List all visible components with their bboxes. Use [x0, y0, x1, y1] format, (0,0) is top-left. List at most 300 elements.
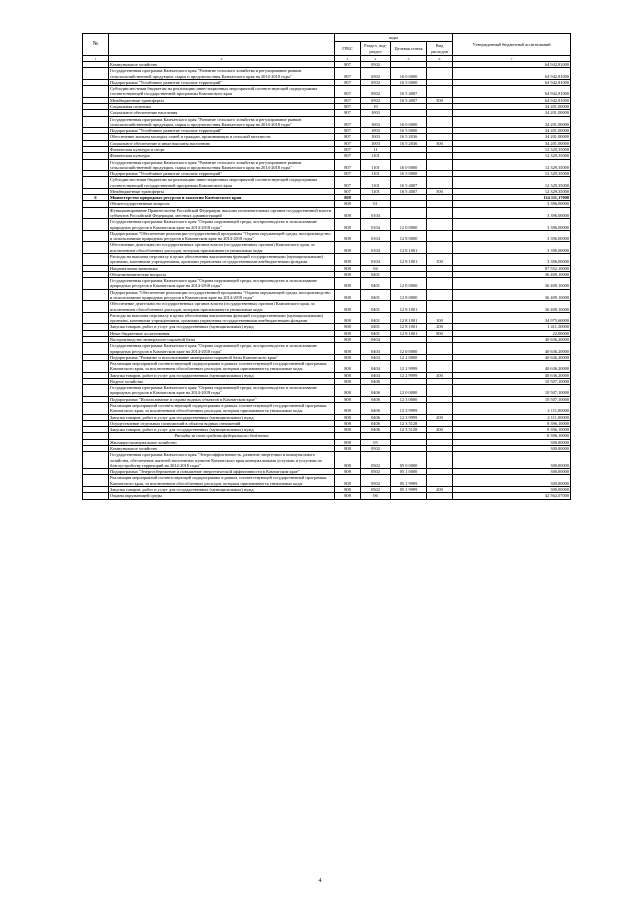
row-expense-type: 200 — [427, 324, 453, 330]
row-expense-type: 500 — [427, 188, 453, 194]
row-amount: 8 396,10000 — [453, 420, 571, 426]
table-row — [83, 159, 571, 171]
row-amount: 34 201,00000 — [453, 103, 571, 109]
row-name: Обеспечение жильем молодых семей и граждан, проживающих в сельской местности — [109, 134, 335, 140]
row-amount: 87 552,10000 — [453, 265, 571, 271]
row-grbs: 808 — [335, 420, 361, 426]
row-amount: 300,00000 — [453, 439, 571, 445]
row-number — [83, 385, 109, 397]
table-row — [83, 385, 571, 397]
row-name: Подпрограмма "Устойчивое развитие сельских территорий" — [109, 171, 335, 177]
row-razdel: 0406 — [361, 403, 391, 415]
colnum-2: 2 — [109, 56, 335, 62]
row-number — [83, 301, 109, 313]
header-num: № — [83, 34, 109, 56]
row-razdel: 0502 — [361, 62, 391, 68]
row-amount: 12 329,35000 — [453, 188, 571, 194]
row-razdel: 0401 — [361, 278, 391, 290]
row-name: Функционирование Правительства Российской Федерации, высших исполнительных органов государственной власти субъектов Российской Федерации, местных администраций — [109, 207, 335, 219]
row-grbs: 808 — [335, 301, 361, 313]
row-target-article: 16 5 0000 — [391, 171, 427, 177]
row-grbs: 808 — [335, 219, 361, 231]
row-name: Государственная программа Камчатского края "Развитие сельского хозяйства и регулирование рынков сельскохозяйственной продукции, сырья и продовольствия Камчатского края на 2014-2018 годы" — [109, 159, 335, 171]
row-name: Водное хозяйство — [109, 378, 335, 384]
row-razdel: 1101 — [361, 159, 391, 171]
row-razdel: 0404 — [361, 354, 391, 360]
row-name: Осуществление отдельных полномочий в области водных отношений — [109, 420, 335, 426]
row-razdel: 0502 — [361, 446, 391, 452]
table-row — [83, 343, 571, 355]
row-number — [83, 219, 109, 231]
row-razdel: 0404 — [361, 372, 391, 378]
row-grbs: 807 — [335, 159, 361, 171]
header-amount: Утвержденный бюджетный ассигнований — [453, 34, 571, 56]
colnum-6: 6 — [427, 56, 453, 62]
row-razdel: 1101 — [361, 153, 391, 159]
row-name: Расходы на выплаты персоналу в целях обеспечения выполнения функций государственными (муниципальными) органами, казенными учреждениями, органами управления государственными внебюджетными фондами — [109, 254, 335, 266]
row-razdel: 0401 — [361, 324, 391, 330]
row-expense-type — [427, 207, 453, 219]
row-grbs: 808 — [335, 242, 361, 254]
row-razdel: 0401 — [361, 301, 391, 313]
row-razdel: 04 — [361, 265, 391, 271]
row-name: Подпрограмма "Энергосбережение и повышение энергетической эффективности в Камчатском крае" — [109, 469, 335, 475]
row-grbs: 807 — [335, 116, 361, 128]
row-target-article — [391, 493, 427, 499]
row-grbs: 807 — [335, 110, 361, 116]
row-expense-type — [427, 385, 453, 397]
row-target-article: 16 5 4007 — [391, 97, 427, 103]
budget-table — [82, 33, 571, 500]
row-number — [83, 68, 109, 80]
row-razdel: 0502 — [361, 475, 391, 487]
row-target-article: 05 1 9999 — [391, 475, 427, 487]
table-row — [83, 493, 571, 499]
row-grbs: 808 — [335, 372, 361, 378]
row-name: Коммунальное хозяйство — [109, 62, 335, 68]
row-grbs: 807 — [335, 171, 361, 177]
row-amount: 10 507,10000 — [453, 396, 571, 402]
row-name: Реализация мероприятий соответствующей подпрограммы в рамках соответствующей государственной программы Камчатского края, за исключением обособленных расходов, которым присваиваются уникальные коды — [109, 361, 335, 373]
row-grbs: 808 — [335, 207, 361, 219]
row-target-article: 16 5 4007 — [391, 188, 427, 194]
row-razdel: 0502 — [361, 469, 391, 475]
row-name: Подпрограмма "Устойчивое развитие сельских территорий" — [109, 79, 335, 85]
row-expense-type — [427, 452, 453, 469]
table-row — [83, 219, 571, 231]
row-grbs: 807 — [335, 188, 361, 194]
row-target-article: 12 2 0000 — [391, 354, 427, 360]
row-grbs: 808 — [335, 361, 361, 373]
row-target-article: 12 0 0000 — [391, 278, 427, 290]
row-expense-type — [427, 301, 453, 313]
row-target-article: 12 2 9999 — [391, 372, 427, 378]
row-target-article: 12 0 0000 — [391, 219, 427, 231]
row-name: Государственная программа Камчатского края "Энергоэффективность, развитие энергетики и коммунального хозяйства, обеспечение жителей населенных пунктов Камчатского края коммунальными услугами и услугами по благоустройству территорий на 2014-2018 годы" — [109, 452, 335, 469]
page-number: 4 — [318, 878, 322, 884]
row-amount: 34 201,00000 — [453, 116, 571, 128]
table-row — [83, 452, 571, 469]
row-name: Закупка товаров, работ и услуг для государственных (муниципальных) нужд — [109, 324, 335, 330]
header-grbs: ГРБС — [335, 42, 361, 56]
row-target-article: 12 3 5128 — [391, 420, 427, 426]
row-amount: 34 201,00000 — [453, 110, 571, 116]
row-grbs: 808 — [335, 439, 361, 445]
row-amount: 42 562,07000 — [453, 493, 571, 499]
row-expense-type: 500 — [427, 97, 453, 103]
row-amount: 12 329,35000 — [453, 146, 571, 152]
row-expense-type — [427, 159, 453, 171]
row-amount: 64 942,81000 — [453, 68, 571, 80]
table-body — [83, 62, 571, 500]
colnum-3: 3 — [335, 56, 361, 62]
row-name: Закупка товаров, работ и услуг для государственных (муниципальных) нужд — [109, 414, 335, 420]
row-name: Министерство природных ресурсов и экологии Камчатского края — [109, 195, 335, 201]
row-grbs: 808 — [335, 385, 361, 397]
row-expense-type — [427, 403, 453, 415]
row-number — [83, 230, 109, 242]
row-grbs: 808 — [335, 427, 361, 433]
row-name: Обеспечение деятельности государственных органов власти (государственных органов) Камчатского края, за исключением обособленных расходов, которым присваиваются уникальные коды — [109, 301, 335, 313]
row-target-article: 12 3 9999 — [391, 414, 427, 420]
row-amount: 2 111,00000 — [453, 403, 571, 415]
row-razdel: 0406 — [361, 385, 391, 397]
row-expense-type — [427, 68, 453, 80]
row-number — [83, 403, 109, 415]
row-amount: 8 396,10000 — [453, 433, 571, 439]
row-expense-type — [427, 278, 453, 290]
row-amount: 34 975,60000 — [453, 312, 571, 324]
row-amount: 300,00000 — [453, 469, 571, 475]
row-amount: 8 396,10000 — [453, 427, 571, 433]
row-amount: 40 636,20000 — [453, 343, 571, 355]
row-razdel: 10 — [361, 103, 391, 109]
row-amount: 40 636,20000 — [453, 372, 571, 378]
row-name: Жилищно-коммунальное хозяйство — [109, 439, 335, 445]
row-target-article: 12 3 9999 — [391, 403, 427, 415]
row-number — [83, 493, 109, 499]
row-grbs: 808 — [335, 324, 361, 330]
row-name: Воспроизводство минерально-сырьевой базы — [109, 336, 335, 342]
row-target-article: 12 8 1001 — [391, 312, 427, 324]
row-target-article: 16 0 0000 — [391, 68, 427, 80]
row-target-article: 16 0 0000 — [391, 159, 427, 171]
row-name: Физическая культура — [109, 153, 335, 159]
row-number — [83, 289, 109, 301]
row-grbs: 808 — [335, 354, 361, 360]
row-target-article: 12 3 5128 — [391, 427, 427, 433]
row-razdel: 0104 — [361, 254, 391, 266]
row-razdel: 06 — [361, 493, 391, 499]
row-name: Субсидии местным бюджетам на реализацию инвестиционных мероприятий соответствующей подпрограммы соответствующей государственной программы Камчатского края — [109, 177, 335, 189]
row-target-article: 12 8 1001 — [391, 242, 427, 254]
row-razdel: 05 — [361, 439, 391, 445]
table-row — [83, 116, 571, 128]
row-amount: 3 396,00000 — [453, 201, 571, 207]
row-expense-type — [427, 230, 453, 242]
row-amount: 34 201,00000 — [453, 134, 571, 140]
header-razdel: Раздел, под-раздел — [361, 42, 391, 56]
row-name: Закупка товаров, работ и услуг для государственных (муниципальных) нужд — [109, 372, 335, 378]
row-amount: 300,00000 — [453, 446, 571, 452]
row-grbs: 808 — [335, 312, 361, 324]
row-expense-type: 200 — [427, 486, 453, 492]
row-target-article: 12 3 0000 — [391, 396, 427, 402]
row-grbs: 807 — [335, 68, 361, 80]
row-target-article: 16 5 0000 — [391, 128, 427, 134]
row-name: Подпрограмма "Устойчивое развитие сельских территорий" — [109, 128, 335, 134]
row-razdel: 0104 — [361, 207, 391, 219]
row-grbs: 808 — [335, 486, 361, 492]
row-name: Социальное обеспечение и иные выплаты населению — [109, 140, 335, 146]
row-grbs: 808 — [335, 278, 361, 290]
row-name: Национальная экономика — [109, 265, 335, 271]
row-target-article: 16 5 2036 — [391, 134, 427, 140]
row-name: Подпрограмма "Обеспечение реализации государственной программы "Охрана окружающей среды, воспроизводство и использование природных ресурсов в Камчатском крае на 2014-2018 годы" — [109, 289, 335, 301]
row-razdel: 0401 — [361, 271, 391, 277]
row-number — [83, 254, 109, 266]
row-razdel: 0401 — [361, 330, 391, 336]
row-amount: 64 942,81000 — [453, 97, 571, 103]
row-amount: 3 396,00000 — [453, 230, 571, 242]
row-grbs: 807 — [335, 134, 361, 140]
row-razdel: 0404 — [361, 343, 391, 355]
row-number — [83, 116, 109, 128]
row-target-article: 16 5 4007 — [391, 86, 427, 98]
row-amount: 36 409,10000 — [453, 278, 571, 290]
row-target-article: 12 8 1001 — [391, 254, 427, 266]
row-name: Социальная политика — [109, 103, 335, 109]
row-grbs: 807 — [335, 140, 361, 146]
row-name: Межбюджетные трансферты — [109, 97, 335, 103]
table-row — [83, 254, 571, 266]
row-number — [83, 452, 109, 469]
row-razdel: 0401 — [361, 312, 391, 324]
row-grbs: 808 — [335, 469, 361, 475]
colnum-1: 1 — [83, 56, 109, 62]
row-amount: 2 111,00000 — [453, 414, 571, 420]
row-target-article: 12 0 0000 — [391, 343, 427, 355]
row-number: 6 — [83, 195, 109, 201]
row-target-article: 05 0 0000 — [391, 452, 427, 469]
row-amount: 10 507,10000 — [453, 385, 571, 397]
row-razdel: 01 — [361, 201, 391, 207]
row-name: Государственная программа Камчатского края "Охрана окружающей среды, воспроизводство и использование природных ресурсов в Камчатском крае на 2014-2018 годы" — [109, 385, 335, 397]
row-number — [83, 242, 109, 254]
header-codes-group: коды — [335, 34, 453, 42]
row-razdel: 0406 — [361, 378, 391, 384]
row-name: Подпрограмма "Развитие и использование минерально-сырьевой базы Камчатского края" — [109, 354, 335, 360]
row-target-article: 05 1 9999 — [391, 486, 427, 492]
row-number — [83, 278, 109, 290]
row-expense-type — [427, 116, 453, 128]
row-name: Расходы на выплаты персоналу в целях обеспечения выполнения функций государственными (муниципальными) органами, казенными учреждениями, органами управления государственными внебюджетными фондами — [109, 312, 335, 324]
row-target-article: 16 5 0000 — [391, 79, 427, 85]
row-target-article: 12 2 9999 — [391, 361, 427, 373]
row-razdel: 0406 — [361, 414, 391, 420]
row-razdel: 1101 — [361, 177, 391, 189]
row-name: Расходы за счет средств федерального бюджета — [109, 433, 335, 439]
row-grbs: 807 — [335, 177, 361, 189]
row-razdel: 0404 — [361, 336, 391, 342]
row-amount: 10 507,10000 — [453, 378, 571, 384]
row-razdel: 1003 — [361, 116, 391, 128]
row-number — [83, 86, 109, 98]
row-name: Подпрограмма "Обеспечение реализации государственной программы "Охрана окружающей среды, воспроизводство и использование природных ресурсов в Камчатском крае на 2014-2018 годы" — [109, 230, 335, 242]
row-amount: 40 636,20000 — [453, 336, 571, 342]
row-name: Закупка товаров, работ и услуг для государственных (муниципальных) нужд — [109, 486, 335, 492]
row-amount: 300,00000 — [453, 486, 571, 492]
row-grbs: 808 — [335, 265, 361, 271]
row-razdel: 1003 — [361, 110, 391, 116]
row-expense-type — [427, 493, 453, 499]
row-expense-type — [427, 219, 453, 231]
row-grbs: 807 — [335, 103, 361, 109]
row-razdel: 0502 — [361, 486, 391, 492]
row-grbs: 808 — [335, 271, 361, 277]
colnum-4: 4 — [361, 56, 391, 62]
row-name: Субсидии местным бюджетам на реализацию инвестиционных мероприятий соответствующей подпрограммы соответствующей государственной программы Камчатского края — [109, 86, 335, 98]
row-name: Физическая культура и спорт — [109, 146, 335, 152]
table-header — [83, 34, 571, 62]
row-name: Закупка товаров, работ и услуг для государственных (муниципальных) нужд — [109, 427, 335, 433]
row-razdel: 0502 — [361, 86, 391, 98]
header-cs: Целевая статья — [391, 42, 427, 56]
row-grbs: 808 — [335, 493, 361, 499]
row-amount: 34 201,00000 — [453, 140, 571, 146]
row-razdel: 1101 — [361, 171, 391, 177]
row-amount: 3 396,00000 — [453, 254, 571, 266]
table-row — [83, 230, 571, 242]
row-grbs: 808 — [335, 289, 361, 301]
row-amount: 36 409,10000 — [453, 301, 571, 313]
row-amount: 34 201,00000 — [453, 128, 571, 134]
row-grbs: 807 — [335, 86, 361, 98]
row-razdel: 1003 — [361, 140, 391, 146]
row-name: Социальное обеспечение населения — [109, 110, 335, 116]
row-amount: 3 396,00000 — [453, 242, 571, 254]
row-target-article: 16 0 0000 — [391, 116, 427, 128]
row-name: Государственная программа Камчатского края "Развитие сельского хозяйства и регулирование рынков сельскохозяйственной продукции, сырья и продовольствия Камчатского края на 2014-2018 годы" — [109, 116, 335, 128]
row-razdel: 0406 — [361, 427, 391, 433]
header-name — [109, 34, 335, 56]
table-row — [83, 403, 571, 415]
table-row — [83, 278, 571, 290]
row-expense-type: 800 — [427, 330, 453, 336]
row-amount: 36 409,10000 — [453, 289, 571, 301]
row-target-article: 16 5 4007 — [391, 177, 427, 189]
row-name: Коммунальное хозяйство — [109, 446, 335, 452]
row-expense-type — [427, 86, 453, 98]
row-target-article: 12 8 1001 — [391, 324, 427, 330]
row-amount: 300,00000 — [453, 452, 571, 469]
row-grbs: 808 — [335, 195, 361, 201]
row-amount: 36 409,10000 — [453, 271, 571, 277]
row-amount: 300,00000 — [453, 475, 571, 487]
row-expense-type: 200 — [427, 427, 453, 433]
row-amount: 40 636,20000 — [453, 361, 571, 373]
row-expense-type: 100 — [427, 312, 453, 324]
row-number — [83, 361, 109, 373]
row-expense-type — [427, 475, 453, 487]
row-amount: 64 942,81000 — [453, 62, 571, 68]
row-number — [83, 475, 109, 487]
row-grbs: 808 — [335, 452, 361, 469]
row-name: Государственная программа Камчатского края "Развитие сельского хозяйства и регулирование рынков сельскохозяйственной продукции, сырья и продовольствия Камчатского края на 2014-2018 годы" — [109, 68, 335, 80]
row-razdel: 11 — [361, 146, 391, 152]
row-expense-type: 200 — [427, 414, 453, 420]
row-razdel: 0502 — [361, 97, 391, 103]
row-grbs: 808 — [335, 254, 361, 266]
row-amount: 12 329,35000 — [453, 177, 571, 189]
row-amount: 3 396,00000 — [453, 219, 571, 231]
row-grbs: 808 — [335, 201, 361, 207]
table-row — [83, 207, 571, 219]
row-grbs: 808 — [335, 343, 361, 355]
row-expense-type — [427, 361, 453, 373]
row-razdel: 0502 — [361, 79, 391, 85]
row-name: Охрана окружающей среды — [109, 493, 335, 499]
table-row — [83, 289, 571, 301]
row-grbs: 808 — [335, 230, 361, 242]
row-grbs: 807 — [335, 146, 361, 152]
colnum-5: 5 — [391, 56, 427, 62]
row-name: Государственная программа Камчатского края "Охрана окружающей среды, воспроизводство и использование природных ресурсов в Камчатском крае на 2014-2018 годы" — [109, 343, 335, 355]
table-row — [83, 475, 571, 487]
row-grbs: 807 — [335, 79, 361, 85]
row-target-article: 12 8 0000 — [391, 230, 427, 242]
row-name: Межбюджетные трансферты — [109, 188, 335, 194]
row-razdel: 0401 — [361, 289, 391, 301]
row-number — [83, 177, 109, 189]
row-grbs: 808 — [335, 475, 361, 487]
row-razdel: 0104 — [361, 230, 391, 242]
row-razdel: 0404 — [361, 361, 391, 373]
row-amount: 40 636,20000 — [453, 354, 571, 360]
row-target-article: 16 5 2036 — [391, 140, 427, 146]
row-name: Реализация мероприятий соответствующей подпрограммы в рамках соответствующей государственной программы Камчатского края, за исключением обособленных расходов, которым присваиваются уникальные коды — [109, 475, 335, 487]
table-row — [83, 242, 571, 254]
row-target-article — [391, 207, 427, 219]
row-expense-type — [427, 177, 453, 189]
table-row — [83, 301, 571, 313]
row-grbs: 808 — [335, 378, 361, 384]
header-vr: Вид расходов — [427, 42, 453, 56]
row-grbs: 808 — [335, 330, 361, 336]
row-razdel: 0406 — [361, 396, 391, 402]
row-grbs: 807 — [335, 128, 361, 134]
row-amount: 1 411,50000 — [453, 324, 571, 330]
row-target-article: 12 8 1001 — [391, 301, 427, 313]
row-grbs: 807 — [335, 153, 361, 159]
row-expense-type — [427, 242, 453, 254]
row-name: Обеспечение деятельности государственных органов власти (государственных органов) Камчатского края, за исключением обособленных расходов, которым присваиваются уникальные коды — [109, 242, 335, 254]
row-expense-type: 300 — [427, 140, 453, 146]
row-name: Государственная программа Камчатского края "Охрана окружающей среды, воспроизводство и использование природных ресурсов в Камчатском крае на 2014-2018 годы" — [109, 219, 335, 231]
row-name: Общеэкономические вопросы — [109, 271, 335, 277]
table-row — [83, 68, 571, 80]
row-razdel: 0502 — [361, 452, 391, 469]
row-grbs: 808 — [335, 446, 361, 452]
row-amount: 22,00000 — [453, 330, 571, 336]
row-razdel: 1003 — [361, 134, 391, 140]
row-amount: 3 396,00000 — [453, 207, 571, 219]
row-name: Реализация мероприятий соответствующей подпрограммы в рамках соответствующей государственной программы Камчатского края, за исключением обособленных расходов, которым присваиваются уникальные коды — [109, 403, 335, 415]
row-amount: 64 942,81000 — [453, 79, 571, 85]
row-target-article: 12 0 0000 — [391, 385, 427, 397]
row-amount: 12 329,35000 — [453, 159, 571, 171]
row-name: Иные бюджетные ассигнования — [109, 330, 335, 336]
